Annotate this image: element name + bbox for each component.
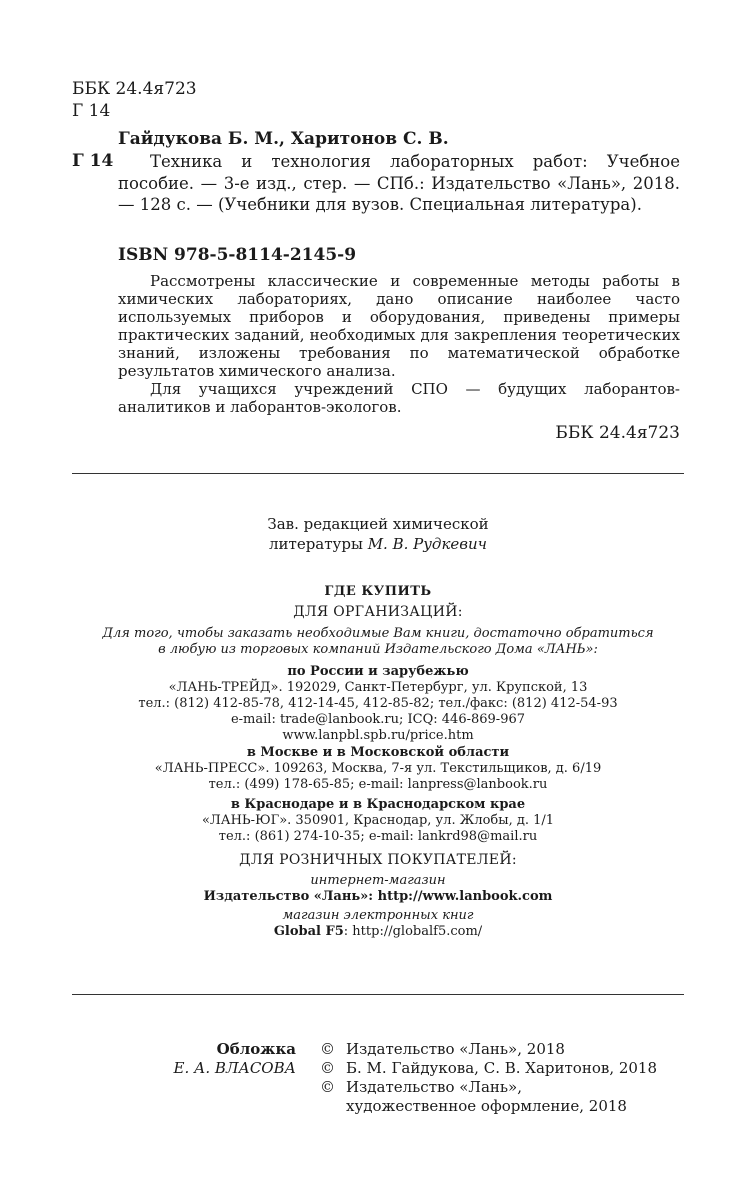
- region-line: «ЛАНЬ-ТРЕЙД». 192029, Санкт-Петербург, ул. Крупской, 13: [168, 680, 588, 695]
- bbk-code-top: [72, 78, 197, 122]
- copyright-line: [320, 1078, 657, 1097]
- copyright-text: Издательство «Лань», 2018: [346, 1040, 565, 1058]
- region-line: «ЛАНЬ-ПРЕСС». 109263, Москва, 7-я ул. Текстильщиков, д. 6/19: [154, 761, 602, 776]
- book-description: Техника и технология лабораторных работ: Учебное пособие. — 3-е изд., стер. — СПб.: Издательство «Лань», 2018. — 128 с. — (Учебники для вузов. Специальная литература).: [118, 152, 680, 214]
- divider-top: [72, 473, 684, 474]
- copyright-block: [320, 1040, 657, 1116]
- ebook-shop-label: магазин электронных книг: [282, 908, 474, 923]
- copyright-line: [320, 1040, 657, 1059]
- cover-label: Обложка: [216, 1040, 296, 1058]
- region-line: www.lanpbl.spb.ru/price.htm: [282, 728, 474, 743]
- region-heading: по России и зарубежью: [287, 664, 469, 679]
- ebook-shop-line: [72, 924, 684, 940]
- region-russia: [72, 664, 684, 744]
- region-line: e-mail: trade@lanbook.ru; ICQ: 446-869-967: [230, 712, 526, 727]
- isbn: ISBN 978-5-8114-2145-9: [118, 245, 357, 265]
- ebook-shop: [72, 908, 684, 940]
- copyright-icon: ©: [320, 1040, 335, 1058]
- region-line: тел.: (812) 412-85-78, 412-14-45, 412-85-82; тел./факс: (812) 412-54-93: [138, 696, 618, 711]
- copyright-line: [320, 1097, 657, 1116]
- internet-shop: [72, 873, 684, 905]
- copyright-text: Издательство «Лань»,: [346, 1078, 523, 1096]
- region-line: тел.: (861) 274-10-35; e-mail: lankrd98@mail.ru: [218, 829, 538, 844]
- g14-label: Г 14: [72, 151, 114, 171]
- region-moscow: [72, 745, 684, 793]
- ebook-shop-url: : http://globalf5.com/: [343, 924, 483, 939]
- abstract-paragraph-1: Рассмотрены классические и современные методы работы в химических лабораториях, дано описание наиболее часто используемых приборов и оборудования, приведены примеры практических заданий, необходимых для закрепления теоретических знаний, изложены требования по математической обработке результатов химического анализа.: [118, 272, 680, 380]
- bbk-code-bottom: ББК 24.4я723: [555, 423, 680, 443]
- editor-line-1: Зав. редакцией химической: [267, 515, 489, 533]
- order-intro-line-2: в любую из торговых компаний Издательского Дома «ЛАНЬ»:: [158, 642, 598, 657]
- abstract: [118, 272, 680, 416]
- organizations-title: ДЛЯ ОРГАНИЗАЦИЙ:: [293, 604, 463, 620]
- region-heading: в Краснодаре и в Краснодарском крае: [230, 797, 526, 812]
- where-to-buy-title: ГДЕ КУПИТЬ: [324, 584, 432, 599]
- abstract-paragraph-2: Для учащихся учреждений СПО — будущих лаборантов-аналитиков и лаборантов-экологов.: [118, 380, 680, 416]
- region-line: «ЛАНЬ-ЮГ». 350901, Краснодар, ул. Жлобы, д. 1/1: [201, 813, 555, 828]
- copyright-line: [320, 1059, 657, 1078]
- internet-shop-line: Издательство «Лань»: http://www.lanbook.com: [203, 889, 553, 904]
- order-intro: [72, 626, 684, 658]
- region-heading: в Москве и в Московской области: [246, 745, 510, 760]
- bbk-code: ББК 24.4я723: [72, 79, 197, 99]
- editor-credit: [72, 514, 684, 554]
- copyright-icon: ©: [320, 1078, 335, 1096]
- copyright-text: Б. М. Гайдукова, С. В. Харитонов, 2018: [346, 1059, 658, 1077]
- internet-shop-label: интернет-магазин: [310, 873, 446, 888]
- region-line: тел.: (499) 178-65-85; e-mail: lanpress@lanbook.ru: [208, 777, 548, 792]
- ebook-shop-name: Global F5: [273, 924, 344, 939]
- retail-title: ДЛЯ РОЗНИЧНЫХ ПОКУПАТЕЛЕЙ:: [239, 852, 517, 868]
- divider-bottom: [72, 994, 684, 995]
- editor-name: М. В. Рудкевич: [367, 535, 487, 553]
- authors: Гайдукова Б. М., Харитонов С. В.: [118, 129, 449, 149]
- editor-line-2-prefix: литературы: [269, 535, 368, 553]
- cover-credit: [100, 1040, 296, 1078]
- author-mark: Г 14: [72, 101, 111, 121]
- cover-artist: Е. А. ВЛАСОВА: [173, 1059, 296, 1077]
- editor-line-2: [72, 534, 684, 554]
- copyright-text: художественное оформление, 2018: [346, 1097, 627, 1115]
- copyright-icon: ©: [320, 1059, 335, 1077]
- order-intro-line-1: Для того, чтобы заказать необходимые Вам книги, достаточно обратиться: [102, 626, 654, 641]
- region-krasnodar: [72, 797, 684, 845]
